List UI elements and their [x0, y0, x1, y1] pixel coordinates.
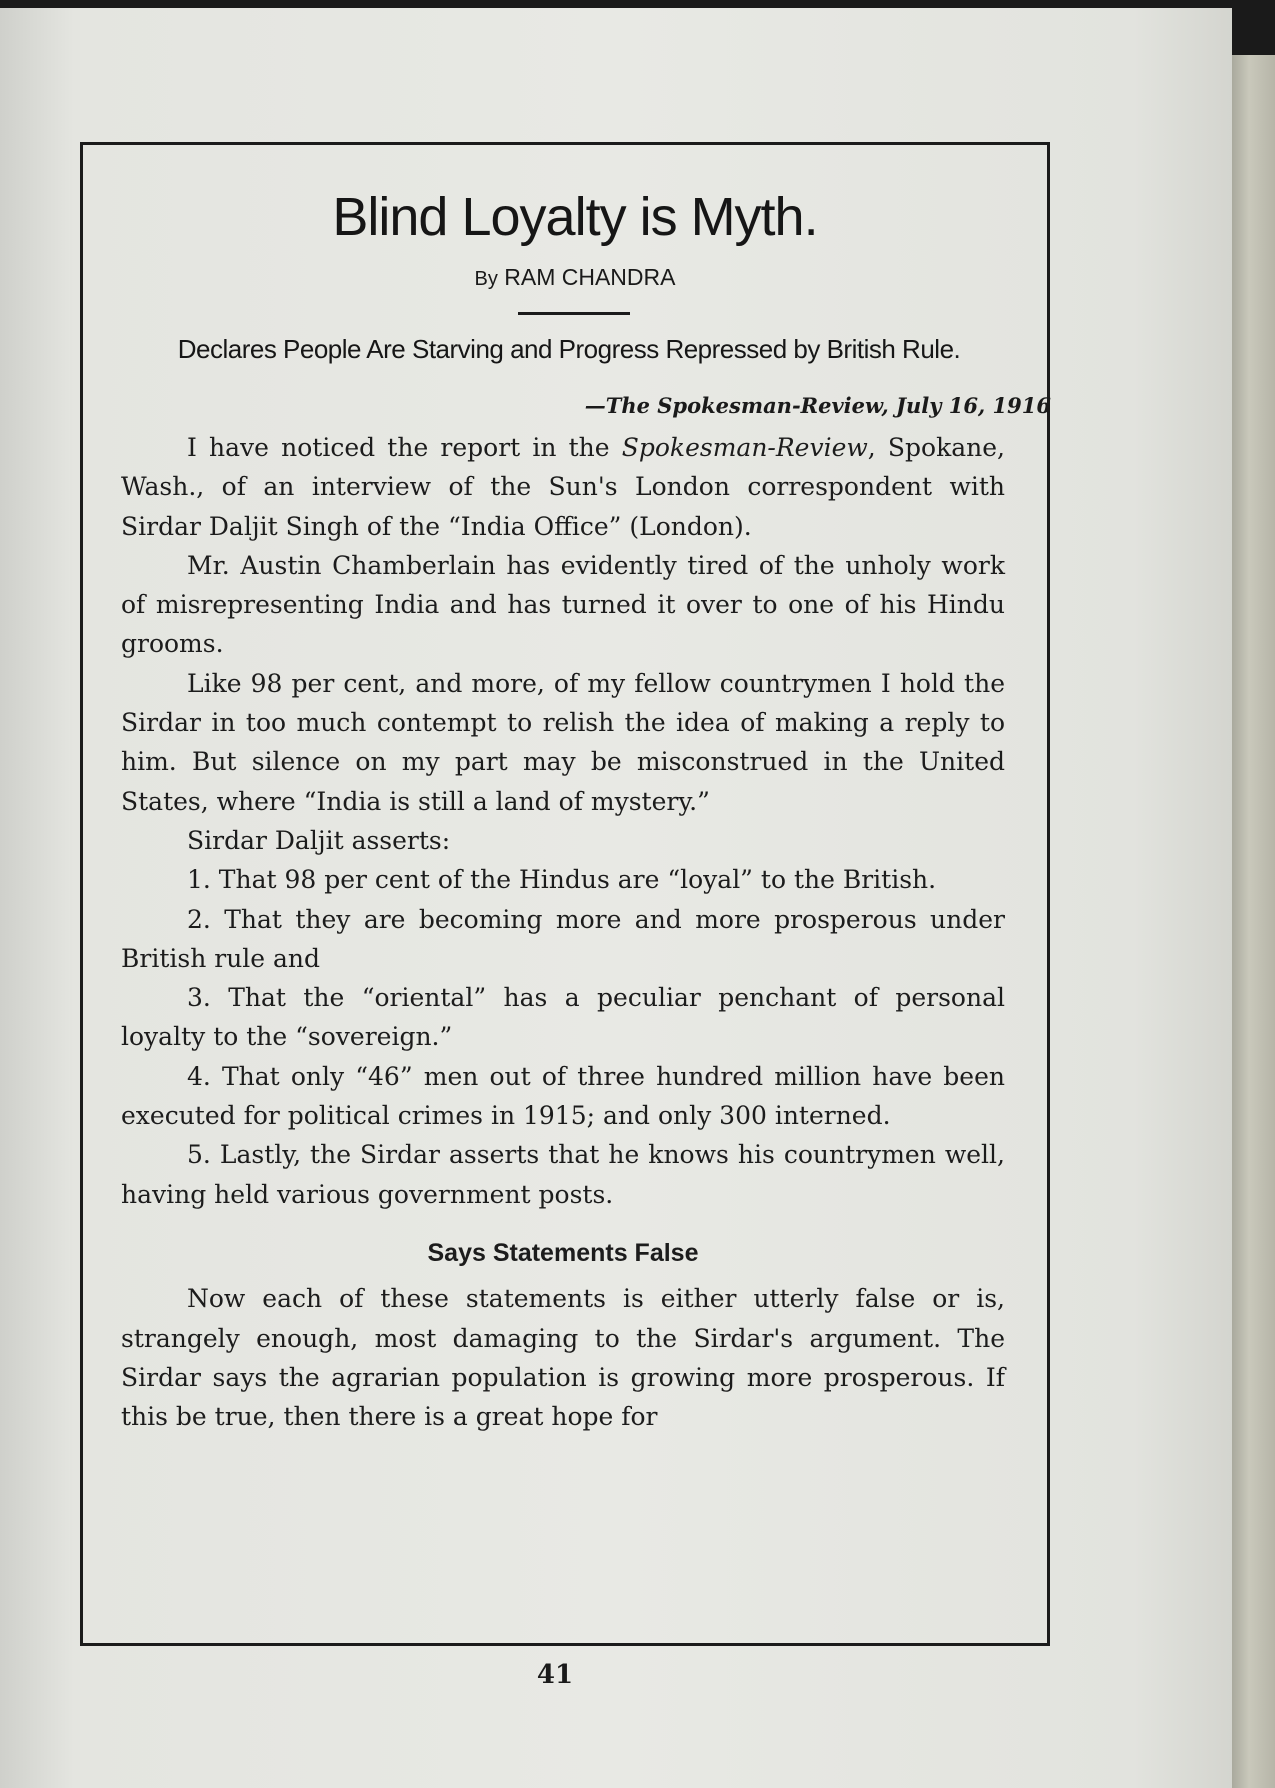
paragraph-3: Like 98 per cent, and more, of my fellow countrymen I hold the Sirdar in too much contempt to relish the idea of making a reply to him. But silence on my part may be misconstrued in the United States, where “India is still a land of mystery.”	[121, 668, 1005, 816]
list-item-4: 4. That only “46” men out of three hundred million have been executed for political crimes in 1915; and only 300 interned.	[121, 1061, 1005, 1131]
newspaper-name: Spokesman-Review	[621, 433, 868, 462]
paragraph-1	[121, 428, 1005, 546]
list-item-3: 3. That the “oriental” has a peculiar penchant of personal loyalty to the “sovereign.”	[121, 983, 1005, 1052]
article-body	[121, 428, 1005, 1436]
paragraph-4: Sirdar Daljit asserts:	[187, 825, 451, 855]
author-name: RAM CHANDRA	[504, 264, 676, 290]
title-rule	[518, 312, 630, 315]
list-item-1: 1. That 98 per cent of the Hindus are “loyal” to the British.	[187, 865, 937, 895]
source-citation: —The Spokesman-Review, July 16, 1916	[584, 393, 1051, 418]
book-edge	[1232, 55, 1275, 1788]
list-item-2: 2. That they are becoming more and more prosperous under British rule and	[121, 904, 1005, 973]
section-heading: Says Statements False	[427, 1238, 699, 1267]
byline-prefix: By	[474, 268, 498, 290]
article-title: Blind Loyalty is Myth.	[332, 187, 818, 247]
paragraph-5: Now each of these statements is either utterly false or is, strangely enough, most damaging to the Sirdar's argument. The Sirdar says the agrarian population is growing more prosperous. If this be true, then there is a great hope for	[121, 1284, 1005, 1432]
p1-text-end: , Spokane, Wash., of an interview of the Sun's London correspondent with Sirdar Daljit Singh of the “India Office” (London).	[121, 433, 1005, 541]
p1-text-start: I have noticed the report in the	[187, 433, 622, 462]
page-number: 41	[536, 1660, 574, 1690]
article-deck: Declares People Are Starving and Progress Repressed by British Rule.	[177, 334, 961, 364]
byline	[0, 264, 1150, 291]
paragraph-2: Mr. Austin Chamberlain has evidently tired of the unholy work of misrepresenting India and has turned it over to one of his Hindu grooms.	[121, 550, 1005, 659]
list-item-5: 5. Lastly, the Sirdar asserts that he knows his countrymen well, having held various government posts.	[121, 1140, 1005, 1209]
